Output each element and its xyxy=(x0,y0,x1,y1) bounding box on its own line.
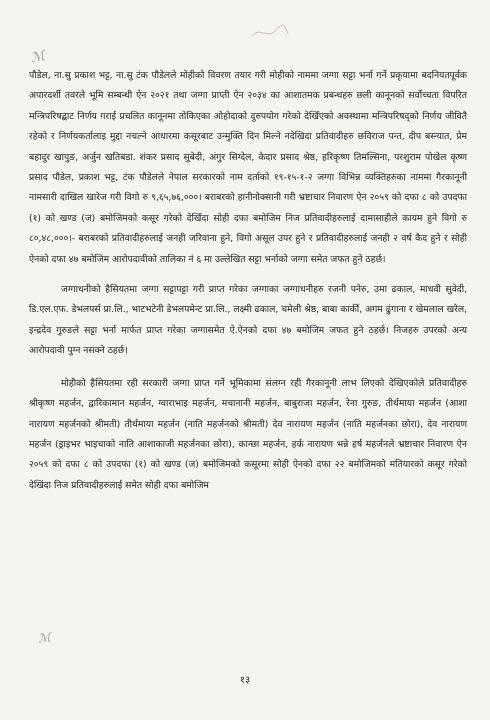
paragraph-land-owners: जग्गाधनीको हैसियतमा जग्गा सट्टापट्टा गरी प्राप्त गरेका जग्गाका जग्गाधनीहरु रजनी पनेरु, उमा ढकाल, माधवी सुवेदी, डि.एल.एफ. डेभलपर्स प्रा.लि., भाटभटेनी डेभलपमेन्ट प्रा.लि., लक्ष्मी ढकाल, चमेली श्रेष्ठ, बाबा कार्की, अगम ढुंगाना र खेमलाल खरेल, इन्द्रदेव गुरुङले सट्टा भर्ना मार्फत प्राप्त गरेका जग्गासमेत ऐ.ऐनको दफा ४७ बमोजिम जफत हुने ठहर्छ। निजहरु उपरको अन्य आरोपदावी पुग्न नसक्ने ठहर्छ। xyxy=(29,284,467,357)
margin-initial-mark: ℳ xyxy=(29,48,47,67)
faint-pen-mark xyxy=(250,22,290,42)
paragraph-tenants: मोहीको हैसियतमा रही सरकारी जग्गा प्राप्त गर्ने भूमिकामा संलग्न रही गैरकानूनी लाभ लिएको देखिएकोले प्रतिवादीहरु श्रीकृष्ण महर्जन, द्वारिकामान महर्जन, ग्वाराभाइ महर्जन, मचानानी महर्जन, बाबुराजा महर्जन, रेना गुरुङ, तीर्थमाया महर्जन (आशा नारायण महर्जनको श्रीमती) तीर्थमाया महर्जन (नाति महर्जनको श्रीमती) देव नारायण महर्जन (नाति महर्जनका छोरा), देव नारायण महर्जन (ड्राइभर भाइचाको नाति आशाकाजी महर्जनका छोरा), कान्छा महर्जन, हर्क नारायण भन्ने हर्ष महर्जनले भ्रष्टाचार निवारण ऐन २०५९ को दफा ८ को उपदफा (१) को खण्ड (ज) बमोजिमको कसूरमा सोही ऐनको दफा २२ बमोजिमको मतियारको कसूर गरेको देखिंदा निज प्रतिवादीहरुलाई समेत सोही दफा बमोजिम xyxy=(29,377,467,491)
page-number: १३ xyxy=(239,675,251,686)
document-body xyxy=(29,66,467,496)
margin-initial-mark-bottom: ℳ xyxy=(37,630,52,646)
paragraph-verdict-officials: पौडेल, ना.सु प्रकाश भट्ट, ना.सु टंक पौडेलले मोहीको विवरण तयार गरी मोहीको नाममा जग्गा सट्टा भर्ना गर्ने प्रकृयामा बदनियतपूर्वक अपारदर्शी तवरले भूमि सम्बन्धी ऐन २०२१ तथा जग्गा प्राप्ती ऐन २०३४ का आशातमक प्रबन्धहरु छली कानूनको सर्वोच्चता विपरित मन्त्रिपरिषद्बाट निर्णय गराई प्रचलित कानूनमा तोकिएका ओहोदाको दुरुपयोग गरेको देखिँएको अवस्थामा मन्त्रिपरिषद्को निर्णय जीवितै रहेको र निर्णयकर्तालाइ मुद्दा नचल्ने आधारमा कसूरबाट उन्मुक्ति दिन मिल्ने नदेखिदा प्रतिवादीहरु छविराज पन्त, दीप बस्न्यात, प्रेम बहादुर खापुङ, अर्जुन खतिबडा. शंकर प्रसाद सुबेदी, अंगुर सिग्देल, केदार प्रसाद श्रेष्ठ, हरिकृष्ण तिमल्सिना, परशुराम पोखेल कृष्ण प्रसाद पौडेल, प्रकाश भट्ट, टंक पौडेलले नेपाल सरकारको नाम दर्ताको १९-१५-१-२ जग्गा विभिन्न व्यक्तिहरुका नाममा गैरकानूनी नामसारी दाखिल खारेज गरी विगो रु ९,६५,७६,०००। बराबरको हानीनोक्सानी गरी भ्रष्टाचार निवारण ऐन २०५९ को दफा ८ को उपदफा (१) को खण्ड (ज) बमोजिमको कसूर गरेको देखिँदा सोही दफा बमोजिम निज प्रतिवादीहरुलाई दामासाहीले कायम हुने विगो रु ८०,४८,०००।- बराबरको प्रतिवादीहरुलाई जनही जरिवाना हुने, विगो असूल उपर हुने र प्रतिवादीहरुलाई जनही २ वर्ष कैद हुने र सोही ऐनको दफा ४७ बमोजिम आरोपदावीको तालिका नं ६ मा उल्लेखित सट्टा भर्नाको जग्गा समेत जफत हुने ठहर्छ। xyxy=(29,70,467,265)
